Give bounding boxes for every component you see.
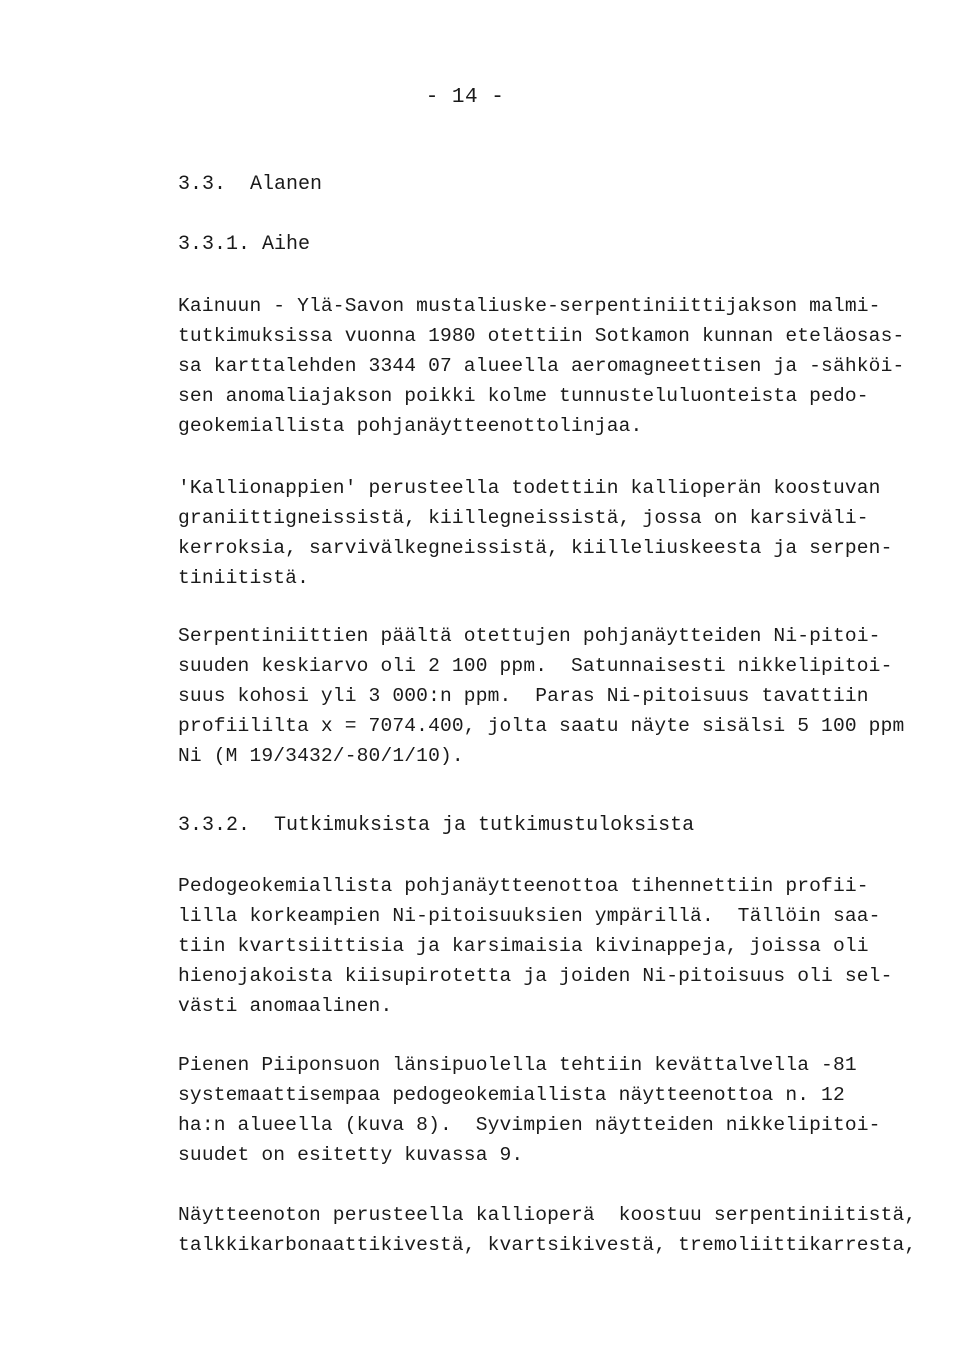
paragraph-introduction xyxy=(178,291,938,441)
text-line: talkkikarbonaattikivestä, kvartsikivestä, tremoliittikarresta, xyxy=(178,1234,917,1256)
text-line: tiniitistä. xyxy=(178,567,309,589)
text-line: Kainuun - Ylä-Savon mustaliuske-serpentiniittijakson malmi- xyxy=(178,295,881,317)
paragraph-bedrock-composition xyxy=(178,1200,938,1260)
text-line: graniittigneissistä, kiillegneissistä, jossa on karsiväli- xyxy=(178,507,869,529)
paragraph-nickel-content xyxy=(178,621,938,771)
text-line: suuden keskiarvo oli 2 100 ppm. Satunnaisesti nikkelipitoi- xyxy=(178,655,893,677)
text-line: Näytteenoton perusteella kallioperä koostuu serpentiniitistä, xyxy=(178,1204,917,1226)
text-line: suus kohosi yli 3 000:n ppm. Paras Ni-pitoisuus tavattiin xyxy=(178,685,869,707)
text-line: tiin kvartsiittisia ja karsimaisia kivinappeja, joissa oli xyxy=(178,935,869,957)
paragraph-systematic-sampling xyxy=(178,1050,938,1170)
paragraph-bedrock xyxy=(178,473,938,593)
text-line: kerroksia, sarvivälkegneissistä, kiilleliuskeesta ja serpen- xyxy=(178,537,893,559)
text-line: Pienen Piiponsuon länsipuolella tehtiin kevättalvella -81 xyxy=(178,1054,857,1076)
text-line: Serpentiniittien päältä otettujen pohjanäytteiden Ni-pitoi- xyxy=(178,625,881,647)
text-line: Ni (M 19/3432/-80/1/10). xyxy=(178,745,464,767)
text-line: sa karttalehden 3344 07 alueella aeromagneettisen ja -sähköi- xyxy=(178,355,905,377)
text-line: Pedogeokemiallista pohjanäytteenottoa tihennettiin profii- xyxy=(178,875,869,897)
text-line: 'Kallionappien' perusteella todettiin kallioperän koostuvan xyxy=(178,477,881,499)
text-line: geokemiallista pohjanäytteenottolinjaa. xyxy=(178,415,643,437)
section-heading-3-3-1: 3.3.1. Aihe xyxy=(178,233,311,256)
text-line: ha:n alueella (kuva 8). Syvimpien näytteiden nikkelipitoi- xyxy=(178,1114,881,1136)
paragraph-sampling-densified xyxy=(178,871,938,1021)
text-line: systemaattisempaa pedogeokemiallista näytteenottoa n. 12 xyxy=(178,1084,845,1106)
text-line: profiililta x = 7074.400, jolta saatu näyte sisälsi 5 100 ppm xyxy=(178,715,905,737)
text-line: hienojakoista kiisupirotetta ja joiden Ni-pitoisuus oli sel- xyxy=(178,965,893,987)
text-line: västi anomaalinen. xyxy=(178,995,393,1017)
text-line: lilla korkeampien Ni-pitoisuuksien ympärillä. Tällöin saa- xyxy=(178,905,881,927)
section-heading-3-3-2: 3.3.2. Tutkimuksista ja tutkimustuloksista xyxy=(178,814,695,837)
page-number: - 14 - xyxy=(425,86,505,109)
text-line: tutkimuksissa vuonna 1980 otettiin Sotkamon kunnan eteläosas- xyxy=(178,325,905,347)
text-line: sen anomaliajakson poikki kolme tunnusteluluonteista pedo- xyxy=(178,385,869,407)
text-line: suudet on esitetty kuvassa 9. xyxy=(178,1144,524,1166)
section-heading-3-3: 3.3. Alanen xyxy=(178,173,323,196)
